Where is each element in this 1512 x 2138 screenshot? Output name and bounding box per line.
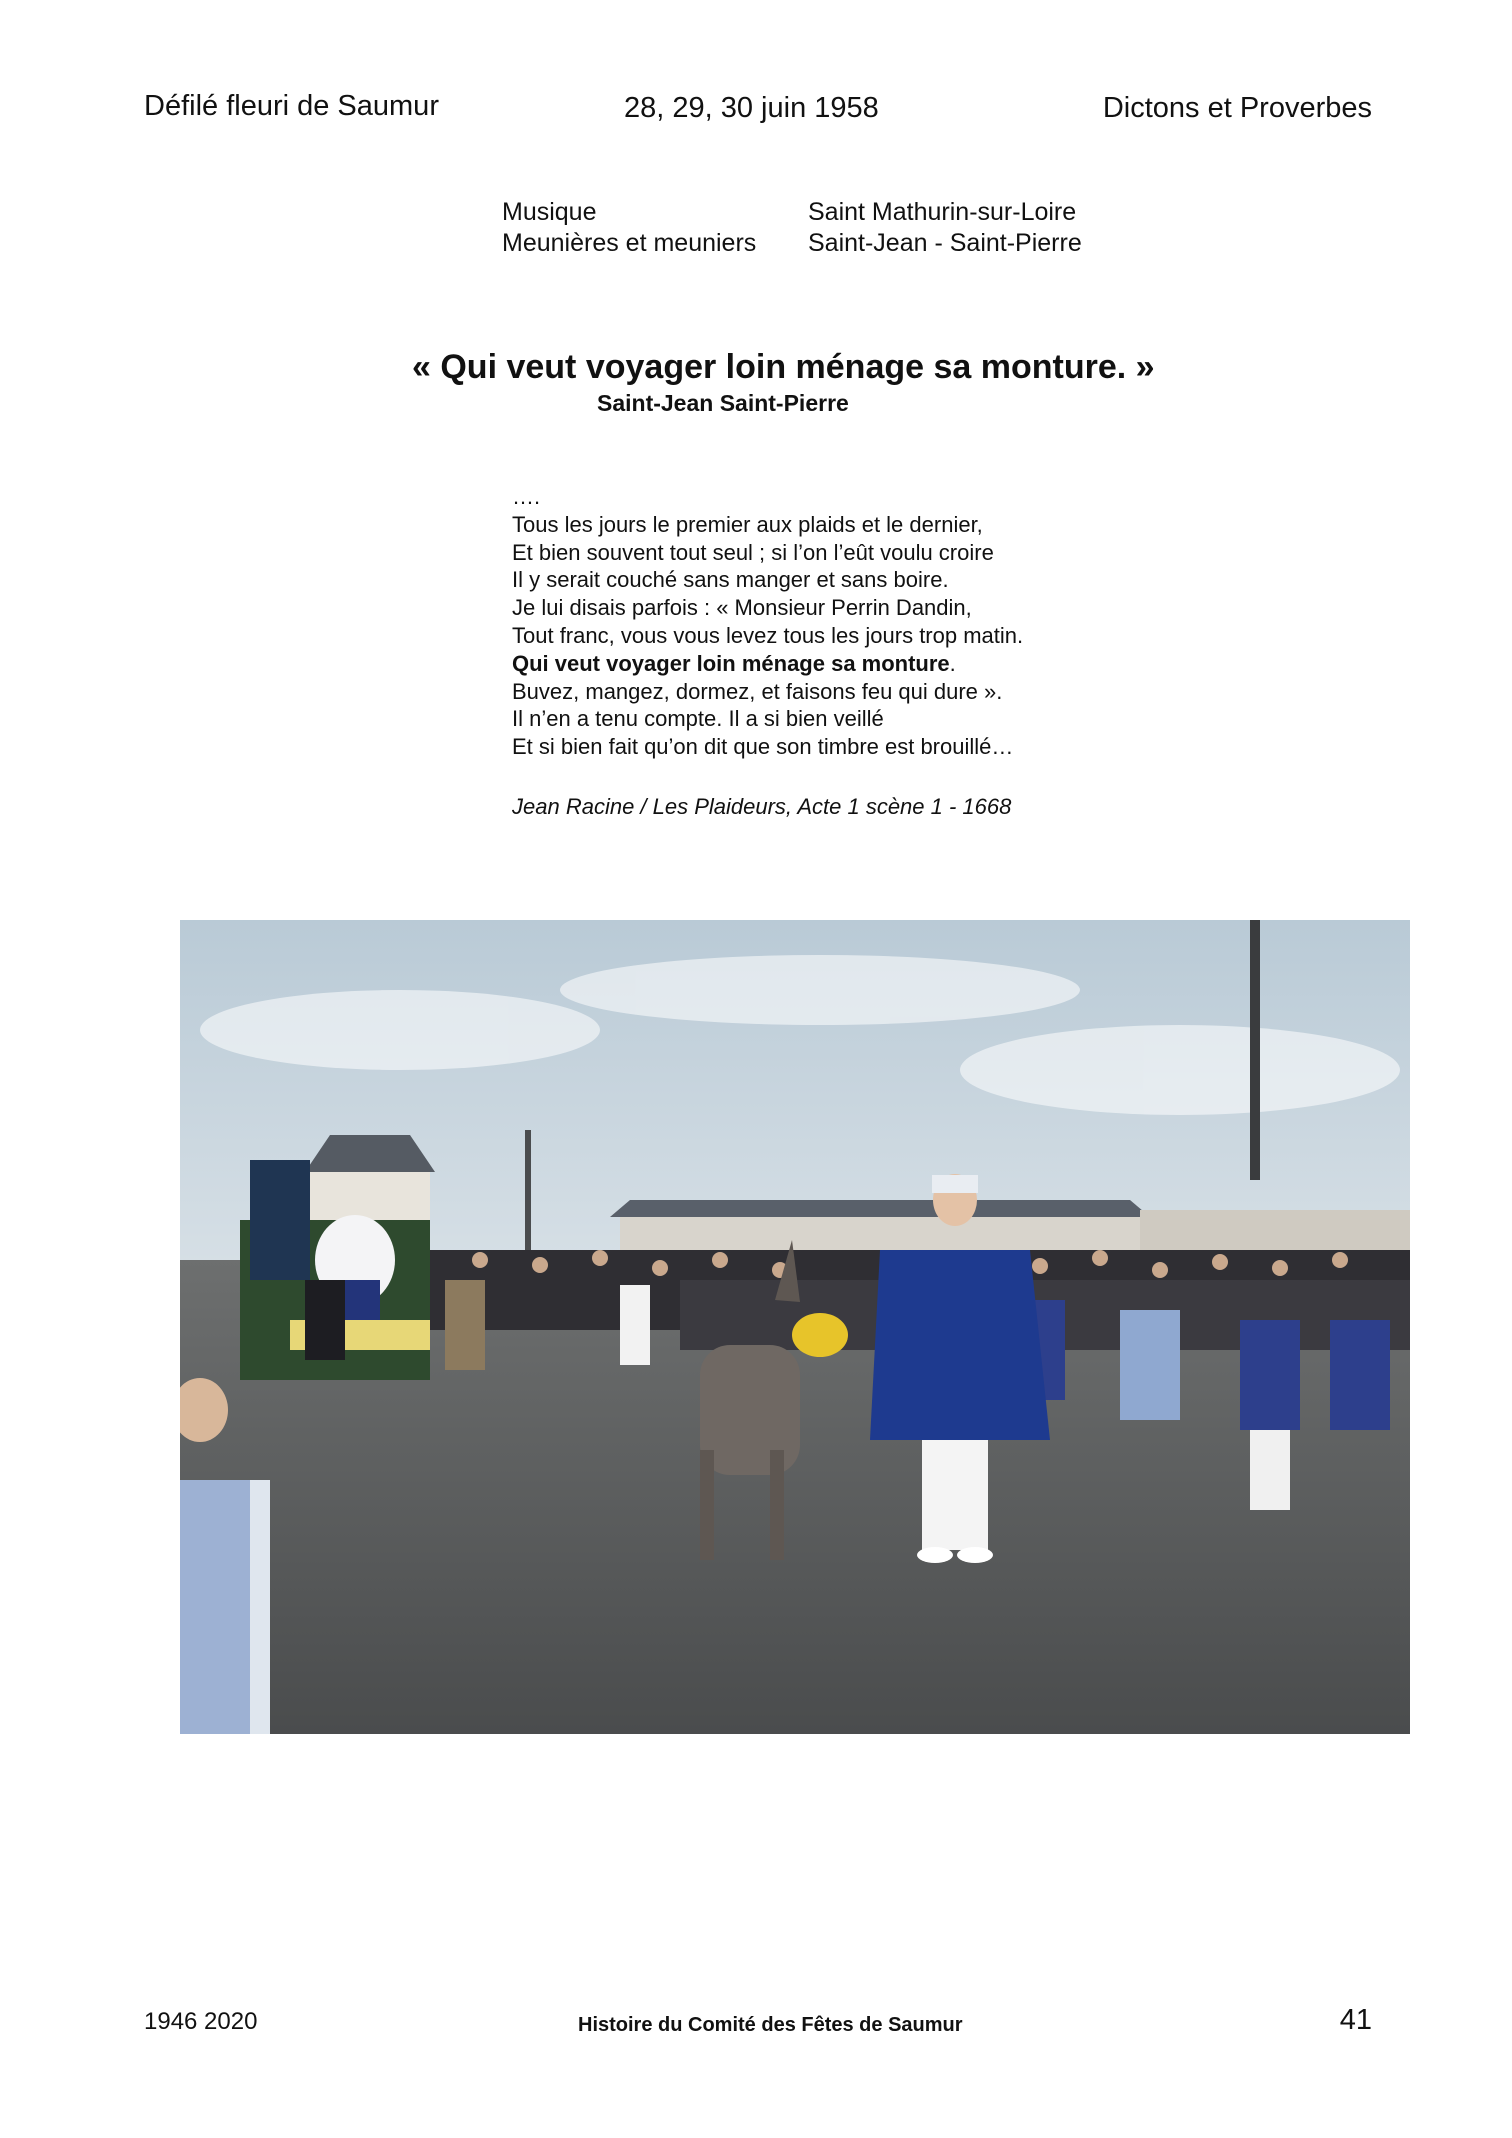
proverb-title: « Qui veut voyager loin ménage sa monture. » bbox=[412, 348, 1155, 386]
lamp-post bbox=[1250, 920, 1260, 1180]
poem-line: Il n’en a tenu compte. Il a si bien veillé bbox=[512, 706, 884, 732]
info-left-column bbox=[502, 197, 756, 259]
poem-line: Tout franc, vous vous levez tous les jours trop matin. bbox=[512, 622, 1024, 648]
poem-line: Buvez, mangez, dormez, et faisons feu qui dure ». bbox=[512, 678, 1003, 704]
poem-excerpt bbox=[512, 483, 1023, 761]
info-right-column bbox=[808, 197, 1082, 259]
poem-source: Jean Racine / Les Plaideurs, Acte 1 scène 1 - 1668 bbox=[512, 794, 1012, 819]
info-right-line-1: Saint Mathurin-sur-Loire bbox=[808, 198, 1077, 226]
poem-line: …. bbox=[512, 484, 541, 509]
info-left-line-2: Meunières et meuniers bbox=[502, 229, 757, 257]
poem-line-highlight bbox=[512, 650, 1023, 678]
header-section-title: Dictons et Proverbes bbox=[1102, 92, 1372, 124]
poem-bold-end: . bbox=[949, 650, 956, 676]
poem-line: Et si bien fait qu’on dit que son timbre est brouillé… bbox=[512, 734, 1014, 760]
poem-line: Je lui disais parfois : « Monsieur Perrin Dandin, bbox=[512, 595, 972, 621]
info-left-line-1: Musique bbox=[502, 198, 597, 226]
page-number: 41 bbox=[1339, 2004, 1372, 2036]
footer-title: Histoire du Comité des Fêtes de Saumur bbox=[578, 2014, 963, 2036]
footer-years: 1946 2020 bbox=[144, 2008, 258, 2035]
poem-bold-text: Qui veut voyager loin ménage sa monture bbox=[512, 650, 950, 676]
proverb-subtitle: Saint-Jean Saint-Pierre bbox=[597, 390, 849, 416]
poem-line: Tous les jours le premier aux plaids et le dernier, bbox=[512, 511, 983, 537]
poem-line: Et bien souvent tout seul ; si l’on l’eût voulu croire bbox=[512, 539, 994, 565]
poem-line: Il y serait couché sans manger et sans boire. bbox=[512, 567, 949, 593]
header-left-title: Défilé fleuri de Saumur bbox=[144, 90, 439, 122]
parade-photo bbox=[180, 920, 1410, 1734]
header-date: 28, 29, 30 juin 1958 bbox=[624, 92, 879, 124]
info-right-line-2: Saint-Jean - Saint-Pierre bbox=[808, 229, 1082, 257]
